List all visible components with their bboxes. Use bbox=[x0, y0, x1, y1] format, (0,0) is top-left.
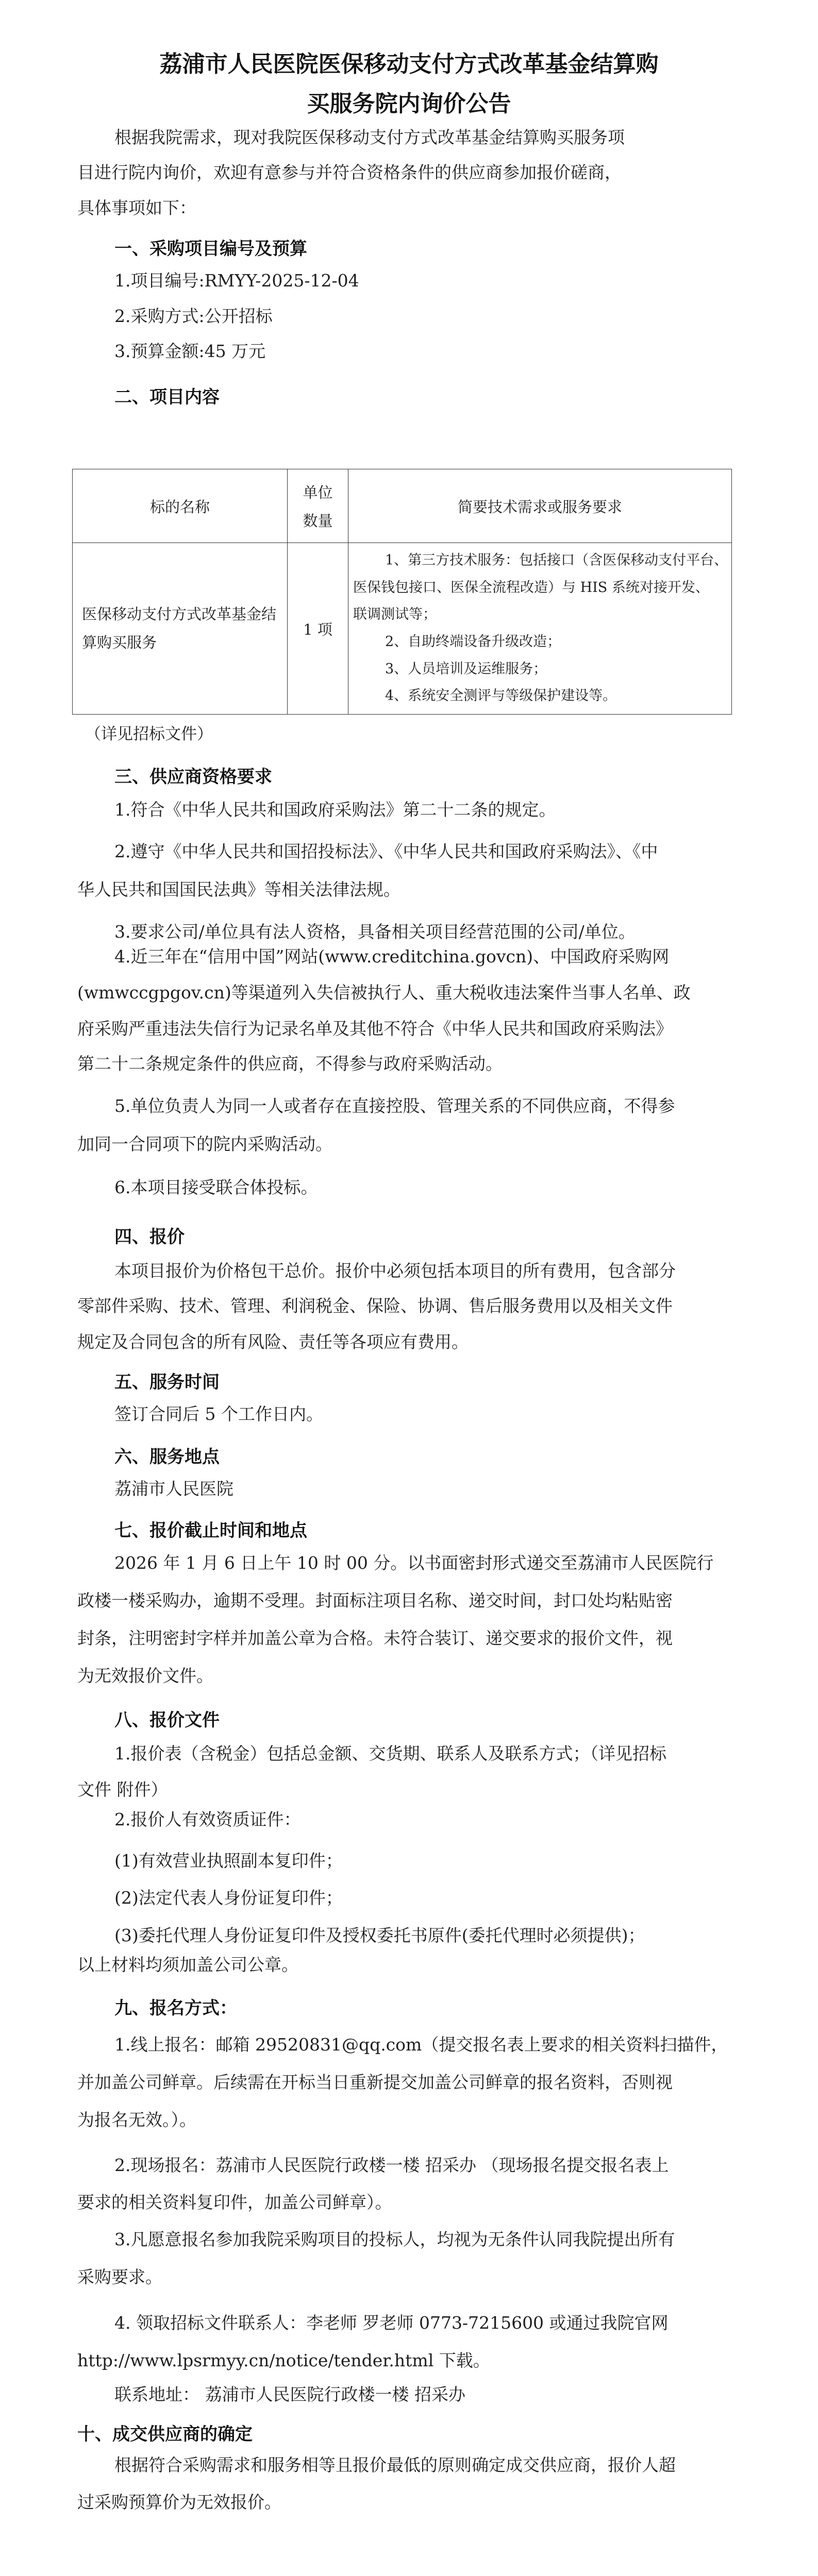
documents-line-2: 文件 附件） bbox=[77, 1780, 168, 1800]
budget-amount: 3.预算金额:45 万元 bbox=[114, 341, 266, 361]
qualification-3: 3.要求公司/单位具有法人资格，具备相关项目经营范围的公司/单位。 bbox=[114, 922, 636, 942]
section-1-heading: 一、采购项目编号及预算 bbox=[114, 239, 307, 259]
deadline-line-3: 封条，注明密封字样并加盖公章为合格。未符合装订、递交要求的报价文件，视 bbox=[77, 1628, 673, 1648]
qualification-6: 6.本项目接受联合体投标。 bbox=[114, 1177, 318, 1197]
header-unit-quantity bbox=[288, 469, 348, 543]
registration-4-line-1: 4. 领取招标文件联系人：李老师 罗老师 0773-7215600 或通过我院官网 bbox=[114, 2313, 669, 2333]
section-10-heading: 十、成交供应商的确定 bbox=[77, 2424, 253, 2445]
intro-line-3: 具体事项如下： bbox=[77, 198, 196, 218]
quotation-line-2: 零部件采购、技术、管理、利润税金、保险、协调、售后服务费用以及相关文件 bbox=[77, 1296, 673, 1316]
deadline-line-1: 2026 年 1 月 6 日上午 10 时 00 分。以书面密封形式递交至荔浦市人民医院行 bbox=[114, 1553, 714, 1573]
requirement-line: 联调测试等； bbox=[353, 606, 437, 623]
section-8-heading: 八、报价文件 bbox=[114, 1710, 220, 1731]
section-5-heading: 五、服务时间 bbox=[114, 1372, 220, 1393]
registration-1-line-2: 并加盖公司鲜章。后续需在开标当日重新提交加盖公司鲜章的报名资料，否则视 bbox=[77, 2072, 673, 2092]
qualification-4-line-1: 4.近三年在“信用中国”网站(www.creditchina.govcn)、中国政府采购网 bbox=[114, 946, 670, 967]
table-row bbox=[73, 543, 732, 715]
section-3-heading: 三、供应商资格要求 bbox=[114, 767, 272, 787]
section-4-heading: 四、报价 bbox=[114, 1227, 185, 1247]
selection-line-2: 过采购预算价为无效报价。 bbox=[77, 2492, 281, 2512]
qualification-1: 1.符合《中华人民共和国政府采购法》第二十二条的规定。 bbox=[114, 800, 556, 820]
registration-3-line-1: 3.凡愿意报名参加我院采购项目的投标人，均视为无条件认同我院提出所有 bbox=[114, 2229, 675, 2249]
registration-1-line-1: 1.线上报名：邮箱 29520831@qq.com（提交报名表上要求的相关资料扫描件， bbox=[114, 2035, 728, 2055]
service-time-text: 签订合同后 5 个工作日内。 bbox=[114, 1404, 323, 1424]
header-item-name: 标的名称 bbox=[73, 469, 288, 543]
section-6-heading: 六、服务地点 bbox=[114, 1447, 220, 1467]
project-number: 1.项目编号:RMYY-2025-12-04 bbox=[114, 270, 359, 291]
project-content-table bbox=[72, 469, 732, 715]
qualification-4-line-2: (wmwccgpgov.cn)等渠道列入失信被执行人、重大税收违法案件当事人名单、政 bbox=[77, 982, 691, 1003]
qualification-2-line-2: 华人民共和国国民法典》等相关法律法规。 bbox=[77, 879, 400, 900]
header-unit: 单位 bbox=[303, 484, 333, 501]
documents-line-7: 以上材料均须加盖公司公章。 bbox=[77, 1955, 298, 1975]
requirement-line: 1、第三方技术服务：包括接口（含医保移动支付平台、 bbox=[385, 552, 728, 569]
cell-quantity: 1 项 bbox=[288, 543, 348, 715]
page-title-line-2: 买服务院内询价公告 bbox=[307, 91, 511, 117]
requirement-line: 2、自助终端设备升级改造； bbox=[385, 634, 561, 650]
registration-2-line-2: 要求的相关资料复印件，加盖公司鲜章）。 bbox=[77, 2192, 392, 2212]
qualification-5-line-1: 5.单位负责人为同一人或者存在直接控股、管理关系的不同供应商，不得参 bbox=[114, 1096, 675, 1116]
header-requirements: 简要技术需求或服务要求 bbox=[348, 469, 732, 543]
contact-address: 联系地址： 荔浦市人民医院行政楼一楼 招采办 bbox=[114, 2384, 465, 2404]
registration-3-line-2: 采购要求。 bbox=[77, 2267, 162, 2287]
page-title-line-1: 荔浦市人民医院医保移动支付方式改革基金结算购 bbox=[159, 51, 659, 77]
table-note: （详见招标文件） bbox=[85, 725, 213, 743]
documents-line-6: (3)委托代理人身份证复印件及授权委托书原件(委托代理时必须提供)； bbox=[114, 1925, 645, 1945]
qualification-2-line-1: 2.遵守《中华人民共和国招投标法》、《中华人民共和国政府采购法》、《中 bbox=[114, 841, 658, 861]
requirement-line: 4、系统安全测评与等级保护建设等。 bbox=[385, 688, 617, 704]
registration-4-line-2: http://www.lpsrmyy.cn/notice/tender.html 下载。 bbox=[77, 2350, 490, 2370]
deadline-line-4: 为无效报价文件。 bbox=[77, 1666, 213, 1686]
documents-line-5: (2)法定代表人身份证复印件； bbox=[114, 1888, 343, 1908]
section-2-heading: 二、项目内容 bbox=[114, 387, 220, 408]
registration-1-line-3: 为报名无效。）。 bbox=[77, 2110, 196, 2130]
deadline-line-2: 政楼一楼采购办，逾期不受理。封面标注项目名称、递交时间，封口处均粘贴密 bbox=[77, 1590, 673, 1611]
cell-requirements bbox=[348, 543, 732, 715]
intro-line-1: 根据我院需求，现对我院医保移动支付方式改革基金结算购买服务项 bbox=[114, 127, 625, 147]
procurement-method: 2.采购方式:公开招标 bbox=[114, 306, 273, 326]
documents-line-1: 1.报价表（含税金）包括总金额、交货期、联系人及联系方式；（详见招标 bbox=[114, 1743, 666, 1764]
quotation-line-3: 规定及合同包含的所有风险、责任等各项应有费用。 bbox=[77, 1332, 469, 1352]
qualification-4-line-3: 府采购严重违法失信行为记录名单及其他不符合《中华人民共和国政府采购法》 bbox=[77, 1019, 673, 1039]
documents-line-3: 2.报价人有效资质证件： bbox=[114, 1809, 301, 1829]
qualification-4-line-4: 第二十二条规定条件的供应商，不得参与政府采购活动。 bbox=[77, 1054, 503, 1074]
section-7-heading: 七、报价截止时间和地点 bbox=[114, 1520, 307, 1541]
service-location-text: 荔浦市人民医院 bbox=[114, 1479, 233, 1499]
documents-line-4: (1)有效营业执照副本复印件； bbox=[114, 1851, 343, 1871]
qualification-5-line-2: 加同一合同项下的院内采购活动。 bbox=[77, 1134, 332, 1154]
table-header-row bbox=[73, 469, 732, 543]
header-quantity: 数量 bbox=[303, 512, 333, 530]
selection-line-1: 根据符合采购需求和服务相等且报价最低的原则确定成交供应商，报价人超 bbox=[114, 2455, 676, 2475]
intro-line-2: 目进行院内询价，欢迎有意参与并符合资格条件的供应商参加报价磋商， bbox=[77, 162, 622, 182]
section-9-heading: 九、报名方式： bbox=[114, 1998, 237, 2019]
registration-2-line-1: 2.现场报名：荔浦市人民医院行政楼一楼 招采办 （现场报名提交报名表上 bbox=[114, 2155, 669, 2175]
requirement-line: 3、人员培训及运维服务； bbox=[385, 660, 547, 677]
quotation-line-1: 本项目报价为价格包干总价。报价中必须包括本项目的所有费用，包含部分 bbox=[114, 1261, 676, 1281]
requirement-line: 医保钱包接口、医保全流程改造）与 HIS 系统对接开发、 bbox=[353, 579, 709, 596]
cell-item-name: 医保移动支付方式改革基金结算购买服务 bbox=[73, 543, 288, 715]
